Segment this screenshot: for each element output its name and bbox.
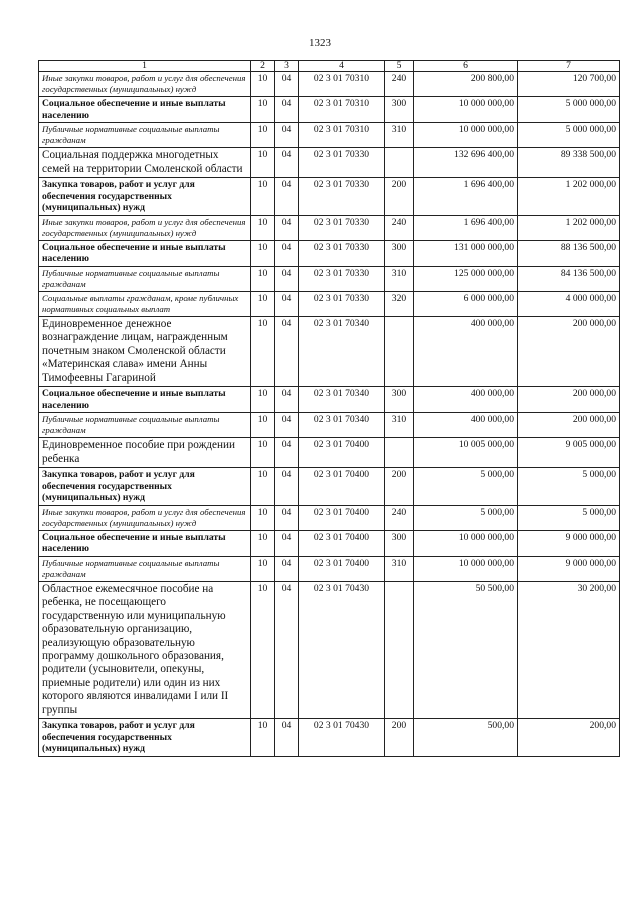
- table-row: [39, 387, 620, 413]
- section-code-cell: 10: [251, 240, 275, 266]
- target-article-cell: 02 3 01 70400: [299, 556, 385, 581]
- expense-type-cell: [385, 148, 414, 178]
- expense-type-cell: 310: [385, 266, 414, 291]
- amount-year-1-cell: 132 696 400,00: [414, 148, 518, 178]
- amount-year-2-cell: 4 000 000,00: [518, 291, 620, 316]
- subsection-code-cell: 04: [275, 438, 299, 468]
- amount-year-1-cell: 400 000,00: [414, 316, 518, 386]
- section-code-cell: 10: [251, 123, 275, 148]
- table-row: [39, 438, 620, 468]
- target-article-cell: 02 3 01 70310: [299, 123, 385, 148]
- row-name-cell: Публичные нормативные социальные выплаты гражданам: [39, 413, 251, 438]
- table-row: [39, 556, 620, 581]
- row-name-cell: Социальная поддержка многодетных семей на территории Смоленской области: [39, 148, 251, 178]
- row-name-cell: Публичные нормативные социальные выплаты гражданам: [39, 266, 251, 291]
- row-name-cell: Единовременное пособие при рождении ребенка: [39, 438, 251, 468]
- row-name-cell: Иные закупки товаров, работ и услуг для обеспечения государственных (муниципальных) нужд: [39, 215, 251, 240]
- expense-type-cell: 240: [385, 505, 414, 530]
- amount-year-1-cell: 1 696 400,00: [414, 215, 518, 240]
- subsection-code-cell: 04: [275, 468, 299, 506]
- section-code-cell: 10: [251, 178, 275, 216]
- row-name-cell: Социальные выплаты гражданам, кроме публичных нормативных социальных выплат: [39, 291, 251, 316]
- target-article-cell: 02 3 01 70330: [299, 178, 385, 216]
- section-code-cell: 10: [251, 72, 275, 97]
- row-name-cell: Иные закупки товаров, работ и услуг для обеспечения государственных (муниципальных) нужд: [39, 72, 251, 97]
- header-cell: 4: [299, 61, 385, 72]
- amount-year-1-cell: 200 800,00: [414, 72, 518, 97]
- target-article-cell: 02 3 01 70340: [299, 387, 385, 413]
- table-row: [39, 148, 620, 178]
- amount-year-1-cell: 10 000 000,00: [414, 556, 518, 581]
- row-name-cell: Закупка товаров, работ и услуг для обеспечения государственных (муниципальных) нужд: [39, 719, 251, 757]
- subsection-code-cell: 04: [275, 240, 299, 266]
- section-code-cell: 10: [251, 266, 275, 291]
- amount-year-2-cell: 1 202 000,00: [518, 215, 620, 240]
- section-code-cell: 10: [251, 97, 275, 123]
- row-name-cell: Публичные нормативные социальные выплаты гражданам: [39, 556, 251, 581]
- row-name-cell: Закупка товаров, работ и услуг для обеспечения государственных (муниципальных) нужд: [39, 468, 251, 506]
- amount-year-1-cell: 10 000 000,00: [414, 123, 518, 148]
- subsection-code-cell: 04: [275, 97, 299, 123]
- target-article-cell: 02 3 01 70400: [299, 505, 385, 530]
- amount-year-2-cell: 120 700,00: [518, 72, 620, 97]
- table-row: [39, 530, 620, 556]
- section-code-cell: 10: [251, 556, 275, 581]
- section-code-cell: 10: [251, 291, 275, 316]
- amount-year-1-cell: 400 000,00: [414, 413, 518, 438]
- subsection-code-cell: 04: [275, 719, 299, 757]
- amount-year-1-cell: 6 000 000,00: [414, 291, 518, 316]
- expense-type-cell: [385, 438, 414, 468]
- amount-year-2-cell: 88 136 500,00: [518, 240, 620, 266]
- table-row: [39, 468, 620, 506]
- header-cell: 1: [39, 61, 251, 72]
- row-name-cell: Социальное обеспечение и иные выплаты населению: [39, 240, 251, 266]
- target-article-cell: 02 3 01 70340: [299, 316, 385, 386]
- subsection-code-cell: 04: [275, 123, 299, 148]
- expense-type-cell: [385, 581, 414, 718]
- subsection-code-cell: 04: [275, 178, 299, 216]
- amount-year-2-cell: 5 000,00: [518, 468, 620, 506]
- amount-year-1-cell: 10 000 000,00: [414, 530, 518, 556]
- row-name-cell: Публичные нормативные социальные выплаты гражданам: [39, 123, 251, 148]
- header-cell: 7: [518, 61, 620, 72]
- amount-year-2-cell: 200 000,00: [518, 316, 620, 386]
- target-article-cell: 02 3 01 70330: [299, 148, 385, 178]
- header-cell: 3: [275, 61, 299, 72]
- expense-type-cell: 300: [385, 97, 414, 123]
- expense-type-cell: 300: [385, 530, 414, 556]
- target-article-cell: 02 3 01 70310: [299, 97, 385, 123]
- header-cell: 2: [251, 61, 275, 72]
- table-header-row: [39, 61, 620, 72]
- amount-year-1-cell: 10 000 000,00: [414, 97, 518, 123]
- header-cell: 6: [414, 61, 518, 72]
- row-name-cell: Социальное обеспечение и иные выплаты населению: [39, 97, 251, 123]
- expense-type-cell: 200: [385, 719, 414, 757]
- expense-type-cell: 240: [385, 72, 414, 97]
- amount-year-2-cell: 5 000 000,00: [518, 97, 620, 123]
- amount-year-1-cell: 125 000 000,00: [414, 266, 518, 291]
- subsection-code-cell: 04: [275, 581, 299, 718]
- subsection-code-cell: 04: [275, 505, 299, 530]
- table-row: [39, 581, 620, 718]
- subsection-code-cell: 04: [275, 556, 299, 581]
- target-article-cell: 02 3 01 70400: [299, 438, 385, 468]
- amount-year-2-cell: 84 136 500,00: [518, 266, 620, 291]
- amount-year-1-cell: 5 000,00: [414, 468, 518, 506]
- subsection-code-cell: 04: [275, 148, 299, 178]
- table-row: [39, 505, 620, 530]
- table-row: [39, 291, 620, 316]
- table-row: [39, 123, 620, 148]
- amount-year-2-cell: 5 000,00: [518, 505, 620, 530]
- subsection-code-cell: 04: [275, 266, 299, 291]
- amount-year-2-cell: 5 000 000,00: [518, 123, 620, 148]
- section-code-cell: 10: [251, 316, 275, 386]
- section-code-cell: 10: [251, 505, 275, 530]
- target-article-cell: 02 3 01 70330: [299, 291, 385, 316]
- subsection-code-cell: 04: [275, 291, 299, 316]
- amount-year-1-cell: 1 696 400,00: [414, 178, 518, 216]
- expense-type-cell: 300: [385, 387, 414, 413]
- amount-year-1-cell: 500,00: [414, 719, 518, 757]
- target-article-cell: 02 3 01 70400: [299, 530, 385, 556]
- amount-year-2-cell: 9 005 000,00: [518, 438, 620, 468]
- header-cell: 5: [385, 61, 414, 72]
- amount-year-1-cell: 400 000,00: [414, 387, 518, 413]
- budget-table: [38, 60, 620, 757]
- expense-type-cell: 320: [385, 291, 414, 316]
- table-row: [39, 178, 620, 216]
- table-row: [39, 97, 620, 123]
- table-row: [39, 316, 620, 386]
- expense-type-cell: 310: [385, 413, 414, 438]
- target-article-cell: 02 3 01 70310: [299, 72, 385, 97]
- amount-year-2-cell: 30 200,00: [518, 581, 620, 718]
- section-code-cell: 10: [251, 719, 275, 757]
- expense-type-cell: 200: [385, 178, 414, 216]
- amount-year-2-cell: 9 000 000,00: [518, 556, 620, 581]
- subsection-code-cell: 04: [275, 215, 299, 240]
- table-row: [39, 413, 620, 438]
- subsection-code-cell: 04: [275, 72, 299, 97]
- row-name-cell: Иные закупки товаров, работ и услуг для обеспечения государственных (муниципальных) нужд: [39, 505, 251, 530]
- section-code-cell: 10: [251, 387, 275, 413]
- target-article-cell: 02 3 01 70400: [299, 468, 385, 506]
- expense-type-cell: 310: [385, 556, 414, 581]
- amount-year-2-cell: 200 000,00: [518, 413, 620, 438]
- section-code-cell: 10: [251, 468, 275, 506]
- amount-year-1-cell: 50 500,00: [414, 581, 518, 718]
- target-article-cell: 02 3 01 70330: [299, 266, 385, 291]
- expense-type-cell: 240: [385, 215, 414, 240]
- expense-type-cell: [385, 316, 414, 386]
- target-article-cell: 02 3 01 70340: [299, 413, 385, 438]
- section-code-cell: 10: [251, 215, 275, 240]
- section-code-cell: 10: [251, 438, 275, 468]
- amount-year-1-cell: 5 000,00: [414, 505, 518, 530]
- target-article-cell: 02 3 01 70330: [299, 215, 385, 240]
- expense-type-cell: 300: [385, 240, 414, 266]
- subsection-code-cell: 04: [275, 387, 299, 413]
- row-name-cell: Единовременное денежное вознаграждение лицам, награжденным почетным знаком Смоленской области «Материнская слава» имени Анны Тимофеевны Гагариной: [39, 316, 251, 386]
- page-number: 1323: [309, 37, 331, 49]
- subsection-code-cell: 04: [275, 530, 299, 556]
- row-name-cell: Областное ежемесячное пособие на ребенка, не посещающего государственную или муниципальную образовательную организацию, реализующую образовательную программу дошкольного образования, родители (усыновители, опекуны, приемные родители) или один из них которого являются инвалидами I или II группы: [39, 581, 251, 718]
- amount-year-1-cell: 131 000 000,00: [414, 240, 518, 266]
- amount-year-1-cell: 10 005 000,00: [414, 438, 518, 468]
- table-row: [39, 719, 620, 757]
- row-name-cell: Закупка товаров, работ и услуг для обеспечения государственных (муниципальных) нужд: [39, 178, 251, 216]
- target-article-cell: 02 3 01 70430: [299, 719, 385, 757]
- section-code-cell: 10: [251, 530, 275, 556]
- section-code-cell: 10: [251, 413, 275, 438]
- expense-type-cell: 200: [385, 468, 414, 506]
- row-name-cell: Социальное обеспечение и иные выплаты населению: [39, 530, 251, 556]
- target-article-cell: 02 3 01 70330: [299, 240, 385, 266]
- expense-type-cell: 310: [385, 123, 414, 148]
- row-name-cell: Социальное обеспечение и иные выплаты населению: [39, 387, 251, 413]
- amount-year-2-cell: 1 202 000,00: [518, 178, 620, 216]
- table-row: [39, 266, 620, 291]
- subsection-code-cell: 04: [275, 413, 299, 438]
- target-article-cell: 02 3 01 70430: [299, 581, 385, 718]
- table-row: [39, 240, 620, 266]
- subsection-code-cell: 04: [275, 316, 299, 386]
- table-row: [39, 72, 620, 97]
- amount-year-2-cell: 89 338 500,00: [518, 148, 620, 178]
- table-row: [39, 215, 620, 240]
- section-code-cell: 10: [251, 581, 275, 718]
- amount-year-2-cell: 200 000,00: [518, 387, 620, 413]
- amount-year-2-cell: 200,00: [518, 719, 620, 757]
- amount-year-2-cell: 9 000 000,00: [518, 530, 620, 556]
- table-body: [39, 72, 620, 757]
- section-code-cell: 10: [251, 148, 275, 178]
